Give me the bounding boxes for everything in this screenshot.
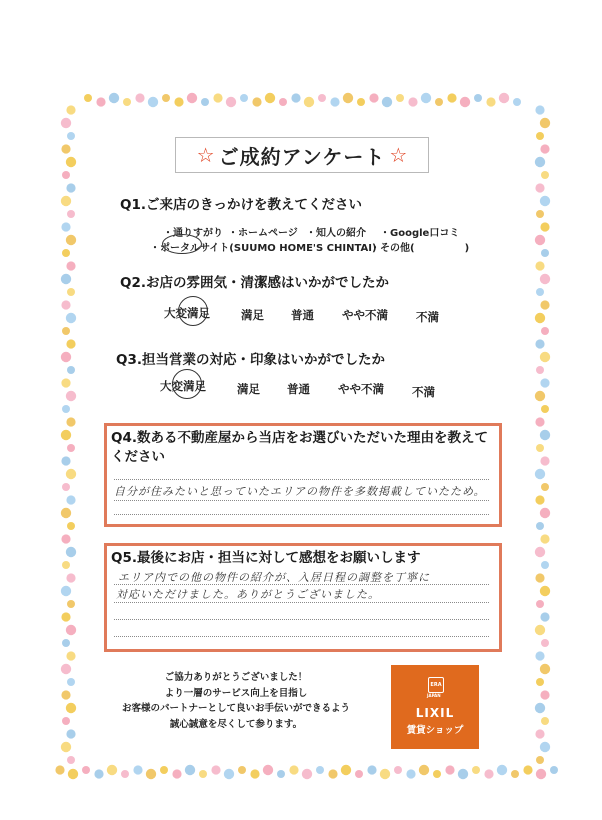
q2-rating-dissatisfied[interactable]: 不満	[416, 310, 439, 324]
confetti-dot	[61, 378, 70, 387]
confetti-dot	[226, 97, 236, 107]
confetti-dot	[252, 97, 261, 106]
confetti-dot	[540, 586, 550, 596]
confetti-dot	[540, 144, 549, 153]
confetti-dot	[61, 612, 70, 621]
confetti-dot	[541, 561, 549, 569]
q4-label-line1: Q4.数ある不動産屋から当店をお選びいただいた理由を教えて	[111, 430, 488, 446]
confetti-dot	[394, 766, 402, 774]
confetti-dot	[535, 391, 545, 401]
confetti-dot	[367, 765, 376, 774]
confetti-dot	[62, 717, 70, 725]
q2-rating-satisfied[interactable]: 満足	[241, 308, 264, 322]
closing-line-3: お客様のパートナーとして良いお手伝いができるよう	[121, 703, 350, 714]
confetti-dot	[62, 561, 70, 569]
q1-selected-circle	[162, 234, 202, 254]
confetti-dot	[536, 132, 544, 140]
closing-line-4: 誠心誠意を尽くして参ります。	[169, 718, 303, 730]
confetti-dot	[396, 94, 404, 102]
confetti-dot	[61, 508, 71, 518]
confetti-dot	[536, 769, 546, 779]
era-japan-text: JAPAN	[427, 693, 441, 698]
confetti-dot	[535, 417, 544, 426]
confetti-dot	[162, 94, 170, 102]
confetti-dot	[67, 522, 75, 530]
confetti-dot	[540, 612, 549, 621]
confetti-dot	[536, 288, 544, 296]
q2-selected-circle	[178, 296, 208, 326]
confetti-dot	[61, 664, 71, 674]
q1-option-homepage[interactable]: ・ホームページ	[228, 228, 298, 239]
confetti-dot	[380, 769, 390, 779]
confetti-dot	[135, 93, 144, 102]
confetti-dot	[61, 300, 70, 309]
confetti-dot	[541, 639, 549, 647]
confetti-dot	[536, 600, 544, 608]
confetti-dot	[536, 444, 544, 452]
confetti-dot	[535, 313, 545, 323]
confetti-dot	[66, 495, 75, 504]
confetti-dot	[213, 93, 222, 102]
confetti-dot	[341, 765, 351, 775]
survey-title-text: ご成約アンケート	[218, 144, 386, 169]
q5-rule-4	[114, 636, 489, 637]
confetti-dot	[535, 703, 545, 713]
q2-rating-somewhat-dissatisfied[interactable]: やや不満	[342, 308, 388, 322]
q4-handwritten-answer: 自分が住みたいと思っていたエリアの物件を多数掲載していたため。	[114, 485, 486, 498]
confetti-dot	[541, 483, 549, 491]
confetti-dot	[302, 769, 312, 779]
confetti-dot	[62, 405, 70, 413]
confetti-dot	[224, 769, 234, 779]
confetti-dot	[523, 765, 532, 774]
confetti-dot	[61, 690, 70, 699]
confetti-dot	[66, 157, 76, 167]
confetti-dot	[343, 93, 353, 103]
confetti-dot	[357, 98, 365, 106]
confetti-dot	[541, 249, 549, 257]
confetti-dot	[67, 366, 75, 374]
q1-option-referral[interactable]: ・知人の紹介	[306, 228, 366, 239]
confetti-dot	[513, 98, 521, 106]
confetti-dot	[67, 444, 75, 452]
confetti-dot	[66, 703, 76, 713]
confetti-dot	[550, 766, 558, 774]
confetti-dot	[540, 456, 549, 465]
q3-selected-circle	[172, 369, 202, 399]
lixil-chintai-shop-logo	[391, 665, 479, 749]
confetti-dot	[66, 417, 75, 426]
confetti-dot	[419, 765, 429, 775]
confetti-dot	[318, 94, 326, 102]
q3-rating-dissatisfied[interactable]: 不満	[412, 385, 435, 399]
confetti-dot	[61, 352, 71, 362]
confetti-dot	[382, 97, 392, 107]
confetti-dot	[66, 339, 75, 348]
confetti-dot	[201, 98, 209, 106]
q4-rule-1	[114, 479, 489, 480]
confetti-dot	[61, 222, 70, 231]
confetti-dot	[536, 522, 544, 530]
confetti-dot	[540, 196, 550, 206]
confetti-dot	[160, 766, 168, 774]
confetti-dot	[499, 93, 509, 103]
confetti-dot	[474, 94, 482, 102]
confetti-dot	[109, 93, 119, 103]
confetti-dot	[61, 196, 71, 206]
confetti-dot	[540, 222, 549, 231]
confetti-dot	[540, 352, 550, 362]
confetti-dot	[330, 97, 339, 106]
confetti-dot	[460, 97, 470, 107]
confetti-dot	[328, 769, 337, 778]
confetti-dot	[148, 97, 158, 107]
confetti-dot	[433, 770, 441, 778]
confetti-dot	[355, 770, 363, 778]
confetti-dot	[536, 366, 544, 374]
q5-handwritten-answer-line2: 対応いただけました。ありがとうございました。	[116, 588, 380, 601]
confetti-dot	[133, 765, 142, 774]
q2-rating-very-satisfied[interactable]: 大変満足	[164, 306, 210, 320]
confetti-dot	[66, 729, 75, 738]
confetti-dot	[421, 93, 431, 103]
confetti-dot	[540, 274, 550, 284]
confetti-dot	[67, 678, 75, 686]
q1-option-walk-by[interactable]: ・通りすがり	[163, 228, 223, 239]
confetti-dot	[304, 97, 314, 107]
q3-rating-somewhat-dissatisfied[interactable]: やや不満	[338, 382, 384, 396]
confetti-dot	[61, 430, 71, 440]
confetti-dot	[535, 547, 545, 557]
confetti-dot	[61, 118, 71, 128]
confetti-dot	[67, 600, 75, 608]
confetti-dot	[486, 97, 495, 106]
q1-option-portal-site[interactable]: ・ポータルサイト(SUUMO HOME'S CHINTAI)	[150, 243, 377, 254]
confetti-dot	[66, 469, 76, 479]
confetti-dot	[66, 235, 76, 245]
confetti-dot	[541, 327, 549, 335]
confetti-dot	[535, 105, 544, 114]
confetti-dot	[291, 93, 300, 102]
confetti-dot	[121, 770, 129, 778]
closing-line-1: ご協力ありがとうございました！	[164, 672, 308, 683]
confetti-dot	[511, 770, 519, 778]
confetti-dot	[62, 327, 70, 335]
confetti-dot	[66, 261, 75, 270]
confetti-dot	[62, 639, 70, 647]
confetti-dot	[536, 756, 544, 764]
confetti-dot	[66, 651, 75, 660]
q2-label: Q2.お店の雰囲気・清潔感はいかがでしたか	[120, 275, 389, 291]
confetti-dot	[62, 171, 70, 179]
q5-rule-3	[114, 619, 489, 620]
confetti-dot	[497, 765, 507, 775]
q4-label	[111, 429, 488, 467]
confetti-dot	[541, 717, 549, 725]
confetti-dot	[123, 98, 131, 106]
confetti-dot	[61, 534, 70, 543]
q2-rating-neutral[interactable]: 普通	[291, 308, 314, 322]
confetti-dot	[146, 769, 156, 779]
confetti-dot	[472, 766, 480, 774]
confetti-dot	[540, 378, 549, 387]
confetti-dot	[535, 495, 544, 504]
confetti-dot	[289, 765, 298, 774]
confetti-dot	[66, 547, 76, 557]
confetti-dot	[369, 93, 378, 102]
confetti-dot	[540, 742, 550, 752]
q3-rating-satisfied[interactable]: 満足	[237, 382, 260, 396]
confetti-dot	[82, 766, 90, 774]
confetti-dot	[540, 664, 550, 674]
chintai-shop-text: 賃貸ショップ	[406, 725, 464, 736]
confetti-dot	[540, 118, 550, 128]
q4-rule-3	[114, 514, 489, 515]
confetti-dot	[535, 651, 544, 660]
confetti-dot	[279, 98, 287, 106]
confetti-dot	[536, 210, 544, 218]
confetti-dot	[536, 678, 544, 686]
confetti-dot	[535, 157, 545, 167]
confetti-dot	[458, 769, 468, 779]
confetti-dot	[277, 770, 285, 778]
confetti-dot	[535, 573, 544, 582]
q1-option-other[interactable]: ・その他( )	[370, 243, 470, 254]
confetti-dot	[535, 339, 544, 348]
closing-line-2: より一層のサービス向上を目指し	[164, 687, 308, 699]
confetti-dot	[240, 94, 248, 102]
confetti-dot	[61, 274, 71, 284]
confetti-dot	[66, 391, 76, 401]
confetti-dot	[66, 625, 76, 635]
q3-rating-very-satisfied[interactable]: 大変満足	[160, 379, 206, 393]
confetti-dot	[250, 769, 259, 778]
confetti-dot	[540, 508, 550, 518]
confetti-dot	[67, 288, 75, 296]
confetti-dot	[484, 769, 493, 778]
confetti-dot	[172, 769, 181, 778]
confetti-dot	[66, 183, 75, 192]
confetti-dot	[535, 261, 544, 270]
confetti-dot	[61, 742, 71, 752]
confetti-dot	[107, 765, 117, 775]
q1-option-google-review[interactable]: ・Google口コミ	[380, 228, 460, 239]
confetti-dot	[238, 766, 246, 774]
confetti-dot	[61, 456, 70, 465]
confetti-dot	[185, 765, 195, 775]
confetti-dot	[435, 98, 443, 106]
confetti-dot	[61, 586, 71, 596]
confetti-dot	[199, 770, 207, 778]
q3-rating-neutral[interactable]: 普通	[287, 382, 310, 396]
confetti-dot	[174, 97, 183, 106]
star-left-icon: ☆	[196, 143, 215, 167]
confetti-dot	[263, 765, 273, 775]
confetti-dot	[67, 210, 75, 218]
confetti-dot	[541, 405, 549, 413]
q1-label: Q1.ご来店のきっかけを教えてください	[120, 197, 362, 213]
confetti-dot	[96, 97, 105, 106]
confetti-dot	[541, 171, 549, 179]
q4-rule-2	[114, 500, 489, 501]
q5-rule-2	[114, 602, 489, 603]
confetti-dot	[62, 483, 70, 491]
confetti-dot	[535, 625, 545, 635]
confetti-dot	[67, 132, 75, 140]
confetti-dot	[187, 93, 197, 103]
confetti-dot	[316, 766, 324, 774]
confetti-dot	[540, 300, 549, 309]
confetti-dot	[66, 573, 75, 582]
confetti-dot	[68, 769, 78, 779]
confetti-dot	[535, 729, 544, 738]
confetti-dot	[84, 94, 92, 102]
closing-message	[86, 670, 386, 732]
confetti-dot	[211, 765, 220, 774]
confetti-dot	[67, 756, 75, 764]
confetti-dot	[540, 690, 549, 699]
confetti-dot	[62, 249, 70, 257]
era-logo-icon: ERA	[428, 677, 444, 693]
q5-handwritten-answer-line1: エリア内での他の物件の紹介が、入居日程の調整を丁寧に	[118, 571, 430, 584]
confetti-dot	[406, 769, 415, 778]
confetti-dot	[535, 469, 545, 479]
confetti-dot	[447, 93, 456, 102]
confetti-dot	[94, 769, 103, 778]
confetti-dot	[55, 765, 64, 774]
confetti-dot	[61, 144, 70, 153]
q5-rule-1	[114, 584, 489, 585]
q4-label-line2: ください	[111, 449, 165, 465]
confetti-dot	[540, 534, 549, 543]
confetti-dot	[265, 93, 275, 103]
star-right-icon: ☆	[389, 143, 408, 167]
survey-title	[175, 137, 429, 173]
confetti-dot	[540, 430, 550, 440]
confetti-dot	[66, 313, 76, 323]
q3-label: Q3.担当営業の対応・印象はいかがでしたか	[116, 352, 385, 368]
q5-label: Q5.最後にお店・担当に対して感想をお願いします	[111, 550, 421, 566]
lixil-brand-text: LIXIL	[415, 706, 455, 720]
confetti-dot	[66, 105, 75, 114]
confetti-dot	[535, 235, 545, 245]
confetti-dot	[408, 97, 417, 106]
confetti-dot	[445, 765, 454, 774]
confetti-dot	[535, 183, 544, 192]
